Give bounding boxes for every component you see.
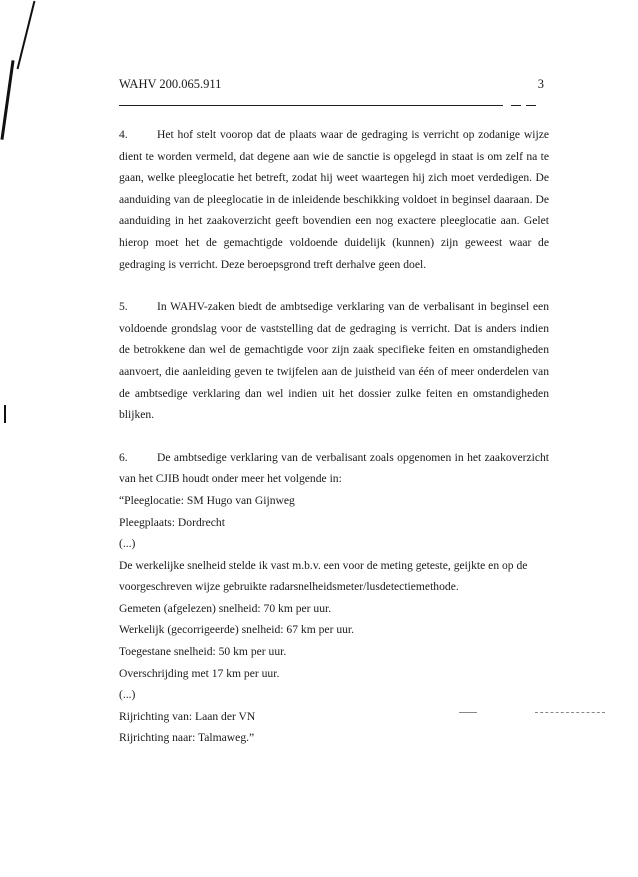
quote-line: De werkelijke snelheid stelde ik vast m.b.v. een voor de meting geteste, geijkte en op de <box>119 558 528 572</box>
quote-line: Rijrichting naar: Talmaweg.” <box>119 731 255 745</box>
footer-dash <box>459 712 477 713</box>
header-rule-dash <box>526 105 536 106</box>
quote-line: “Pleeglocatie: SM Hugo van Gijnweg <box>119 493 295 507</box>
header-rule <box>119 105 503 106</box>
quoted-statement <box>119 490 549 749</box>
quote-line: Overschrijding met 17 km per uur. <box>119 666 280 680</box>
quote-line: (...) <box>119 537 136 551</box>
paragraph-number: 4. <box>119 128 128 141</box>
case-reference: WAHV 200.065.911 <box>119 77 222 91</box>
quote-line: Pleegplaats: Dordrecht <box>119 515 225 529</box>
header-rule-dash <box>511 105 521 106</box>
paragraph-number: 6. <box>119 450 128 464</box>
footer-dash <box>535 712 605 713</box>
paragraph-4 <box>119 124 549 275</box>
paragraph-6 <box>119 447 549 490</box>
quote-line: Gemeten (afgelezen) snelheid: 70 km per uur. <box>119 601 332 615</box>
scan-artifact-mid-mark <box>4 405 6 423</box>
paragraph-number: 5. <box>119 300 128 314</box>
quote-line: Werkelijk (gecorrigeerde) snelheid: 67 km per uur. <box>119 623 355 637</box>
quote-line: Toegestane snelheid: 50 km per uur. <box>119 645 287 659</box>
paragraph-text: In WAHV-zaken biedt de ambtsedige verklaring van de verbalisant in beginsel een voldoende grondslag voor de vaststelling dat de gedraging is verricht. Dat is anders indien de betrokkene dan wel de gemachtigde voor zijn zaak specifieke feiten en omstandigheden aanvoert, die aanleiding geven te twijfelen aan de juistheid van één of meer onderdelen van de ambtsedige verklaring dan wel indien uit het dossier zulke feiten en omstandigheden blijken. <box>119 300 549 422</box>
document-body <box>119 124 549 749</box>
quote-line: Rijrichting van: Laan der VN <box>119 709 256 723</box>
quote-line: (...) <box>119 688 136 702</box>
paragraph-text: Het hof stelt voorop dat de plaats waar de gedraging is verricht op zodanige wijze dient te worden vermeld, dat degene aan wie de sanctie is opgelegd in staat is om zelf na te gaan, welke pleeglocatie het betreft, zodat hij weet waartegen hij zich moet verdedigen. De aanduiding van de pleeglocatie in de inleidende beschikking voldoet in beginsel daaraan. De aanduiding in het zaakoverzicht geeft bovendien een nog exactere pleeglocatie aan. Gelet hierop moet het de gemachtigde voldoende duidelijk (kunnen) zijn geweest waar de gedraging is verricht. Deze beroepsgrond treft derhalve geen doel. <box>119 128 549 271</box>
paragraph-5 <box>119 296 549 426</box>
paragraph-text: De ambtsedige verklaring van de verbalisant zoals opgenomen in het zaakoverzicht van het CJIB houdt onder meer het volgende in: <box>119 450 549 486</box>
scan-artifact-top-stroke <box>17 1 36 69</box>
quote-line: voorgeschreven wijze gebruikte radarsnelheidsmeter/lusdetectiemethode. <box>119 580 459 594</box>
scan-artifact-left-edge <box>0 60 14 140</box>
page-number: 3 <box>537 77 544 91</box>
